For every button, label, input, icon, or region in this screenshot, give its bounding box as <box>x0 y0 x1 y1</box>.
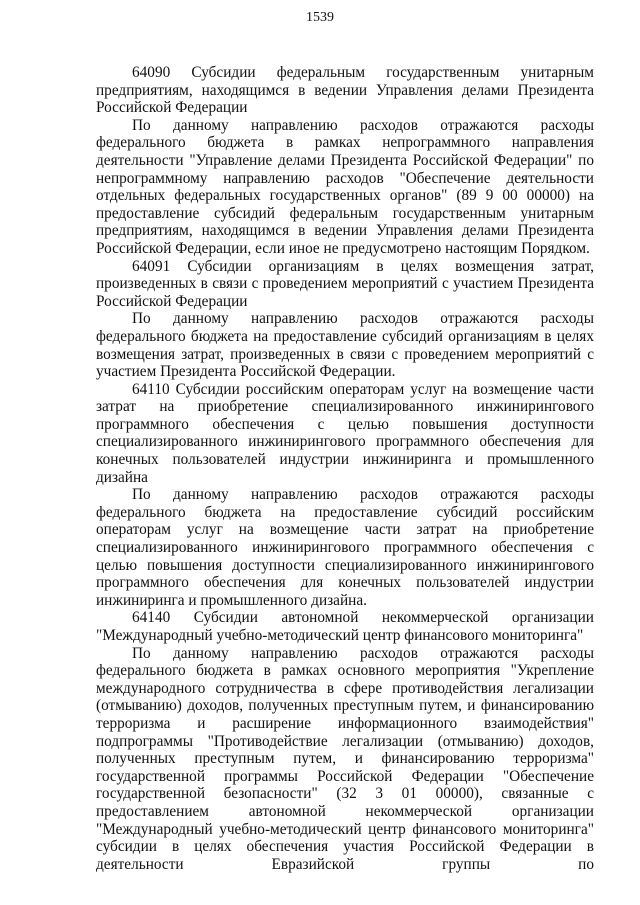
paragraph-code-64090: 64090 Субсидии федеральным государственным унитарным предприятиям, находящимся в ведении Управления делами Президента Российской Федерации <box>96 64 594 117</box>
paragraph-code-64110: 64110 Субсидии российским операторам услуг на возмещение части затрат на приобретение специализированного инжинирингового программного обеспечения с целью повышения доступности специализированного инжинирингового программного обеспечения для конечных пользователей индустрии инжиниринга и промышленного дизайна <box>96 380 594 486</box>
paragraph-code-64091: 64091 Субсидии организациям в целях возмещения затрат, произведенных в связи с проведением мероприятий с участием Президента Российской Федерации <box>96 257 594 310</box>
paragraph-description-64110: По данному направлению расходов отражаются расходы федерального бюджета на предоставление субсидий российским операторам услуг на возмещение части затрат на приобретение специализированного инжинирингового программного обеспечения с целью повышения доступности специализированного инжинирингового программного обеспечения для конечных пользователей индустрии инжиниринга и промышленного дизайна. <box>96 486 594 609</box>
paragraph-code-64140: 64140 Субсидии автономной некоммерческой организации "Международный учебно-методический центр финансового мониторинга" <box>96 609 594 644</box>
paragraph-description-64140: По данному направлению расходов отражаются расходы федерального бюджета в рамках основного мероприятия "Укрепление международного сотрудничества в сфере противодействия легализации (отмыванию) доходов, полученных преступным путем, и финансированию терроризма и расширение информационного взаимодействия" подпрограммы "Противодействие легализации (отмыванию) доходов, полученных преступным путем, и финансированию терроризма" государственной программы Российской Федерации "Обеспечение государственной безопасности" (32 3 01 00000), связанные с предоставлением автономной некоммерческой организации "Международный учебно-методический центр финансового мониторинга" субсидии в целях обеспечения участия Российской Федерации в деятельности Евразийской группы по <box>96 644 594 873</box>
page-number: 1539 <box>306 10 334 25</box>
paragraph-description-64090: По данному направлению расходов отражаются расходы федерального бюджета в рамках непрограммного направления деятельности "Управление делами Президента Российской Федерации" по непрограммному направлению расходов "Обеспечение деятельности отдельных федеральных государственных органов" (89 9 00 00000) на предоставление субсидий федеральным государственным унитарным предприятиям, находящимся в ведении Управления делами Президента Российской Федерации, если иное не предусмотрено настоящим Порядком. <box>96 116 594 257</box>
paragraph-description-64091: По данному направлению расходов отражаются расходы федерального бюджета на предоставление субсидий организациям в целях возмещения затрат, произведенных в связи с проведением мероприятий с участием Президента Российской Федерации. <box>96 310 594 381</box>
document-body <box>96 64 594 873</box>
